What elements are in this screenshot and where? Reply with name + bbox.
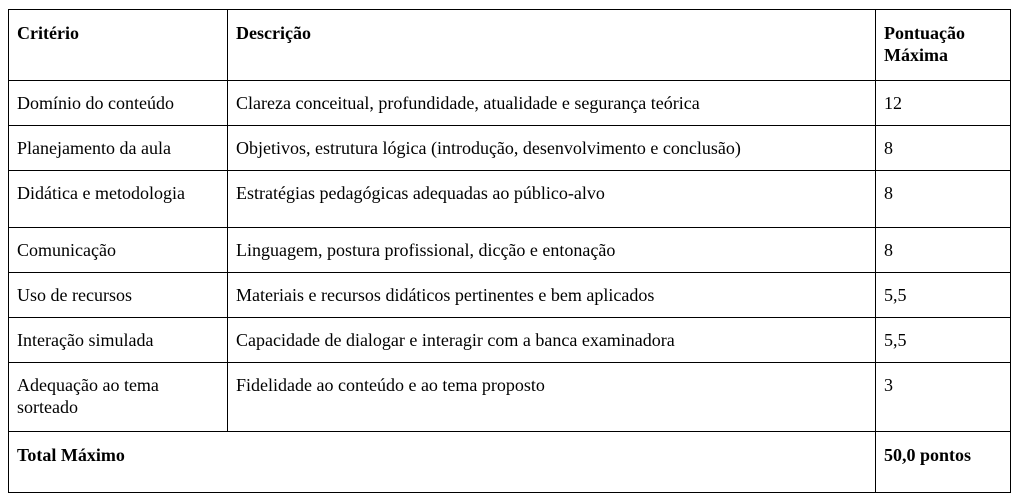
cell-criterio: Domínio do conteúdo [9, 81, 228, 126]
cell-pontuacao: 12 [876, 81, 1011, 126]
table-row [9, 171, 1011, 228]
table-row [9, 318, 1011, 363]
cell-pontuacao: 8 [876, 171, 1011, 228]
cell-descricao: Materiais e recursos didáticos pertinentes e bem aplicados [228, 273, 876, 318]
total-row [9, 432, 1011, 493]
cell-descricao: Linguagem, postura profissional, dicção e entonação [228, 228, 876, 273]
table-row [9, 81, 1011, 126]
criteria-table [8, 9, 1011, 493]
cell-descricao: Fidelidade ao conteúdo e ao tema proposto [228, 363, 876, 432]
header-descricao: Descrição [228, 10, 876, 81]
total-label: Total Máximo [9, 432, 876, 493]
cell-descricao: Estratégias pedagógicas adequadas ao público-alvo [228, 171, 876, 228]
table-row [9, 228, 1011, 273]
table-row [9, 126, 1011, 171]
cell-pontuacao: 5,5 [876, 318, 1011, 363]
header-pontuacao-line1: Pontuação [884, 23, 965, 43]
table-header-row [9, 10, 1011, 81]
total-value: 50,0 pontos [876, 432, 1011, 493]
cell-descricao: Clareza conceitual, profundidade, atualidade e segurança teórica [228, 81, 876, 126]
cell-criterio: Planejamento da aula [9, 126, 228, 171]
table-row [9, 273, 1011, 318]
cell-criterio: Adequação ao tema sorteado [9, 363, 228, 432]
cell-criterio: Comunicação [9, 228, 228, 273]
cell-criterio: Interação simulada [9, 318, 228, 363]
cell-descricao: Capacidade de dialogar e interagir com a banca examinadora [228, 318, 876, 363]
cell-pontuacao: 3 [876, 363, 1011, 432]
header-criterio: Critério [9, 10, 228, 81]
header-pontuacao-line2: Máxima [884, 45, 948, 65]
header-pontuacao [876, 10, 1011, 81]
table-row [9, 363, 1011, 432]
cell-pontuacao: 5,5 [876, 273, 1011, 318]
cell-pontuacao: 8 [876, 126, 1011, 171]
cell-criterio: Didática e metodologia [9, 171, 228, 228]
cell-pontuacao: 8 [876, 228, 1011, 273]
cell-criterio: Uso de recursos [9, 273, 228, 318]
cell-descricao: Objetivos, estrutura lógica (introdução, desenvolvimento e conclusão) [228, 126, 876, 171]
